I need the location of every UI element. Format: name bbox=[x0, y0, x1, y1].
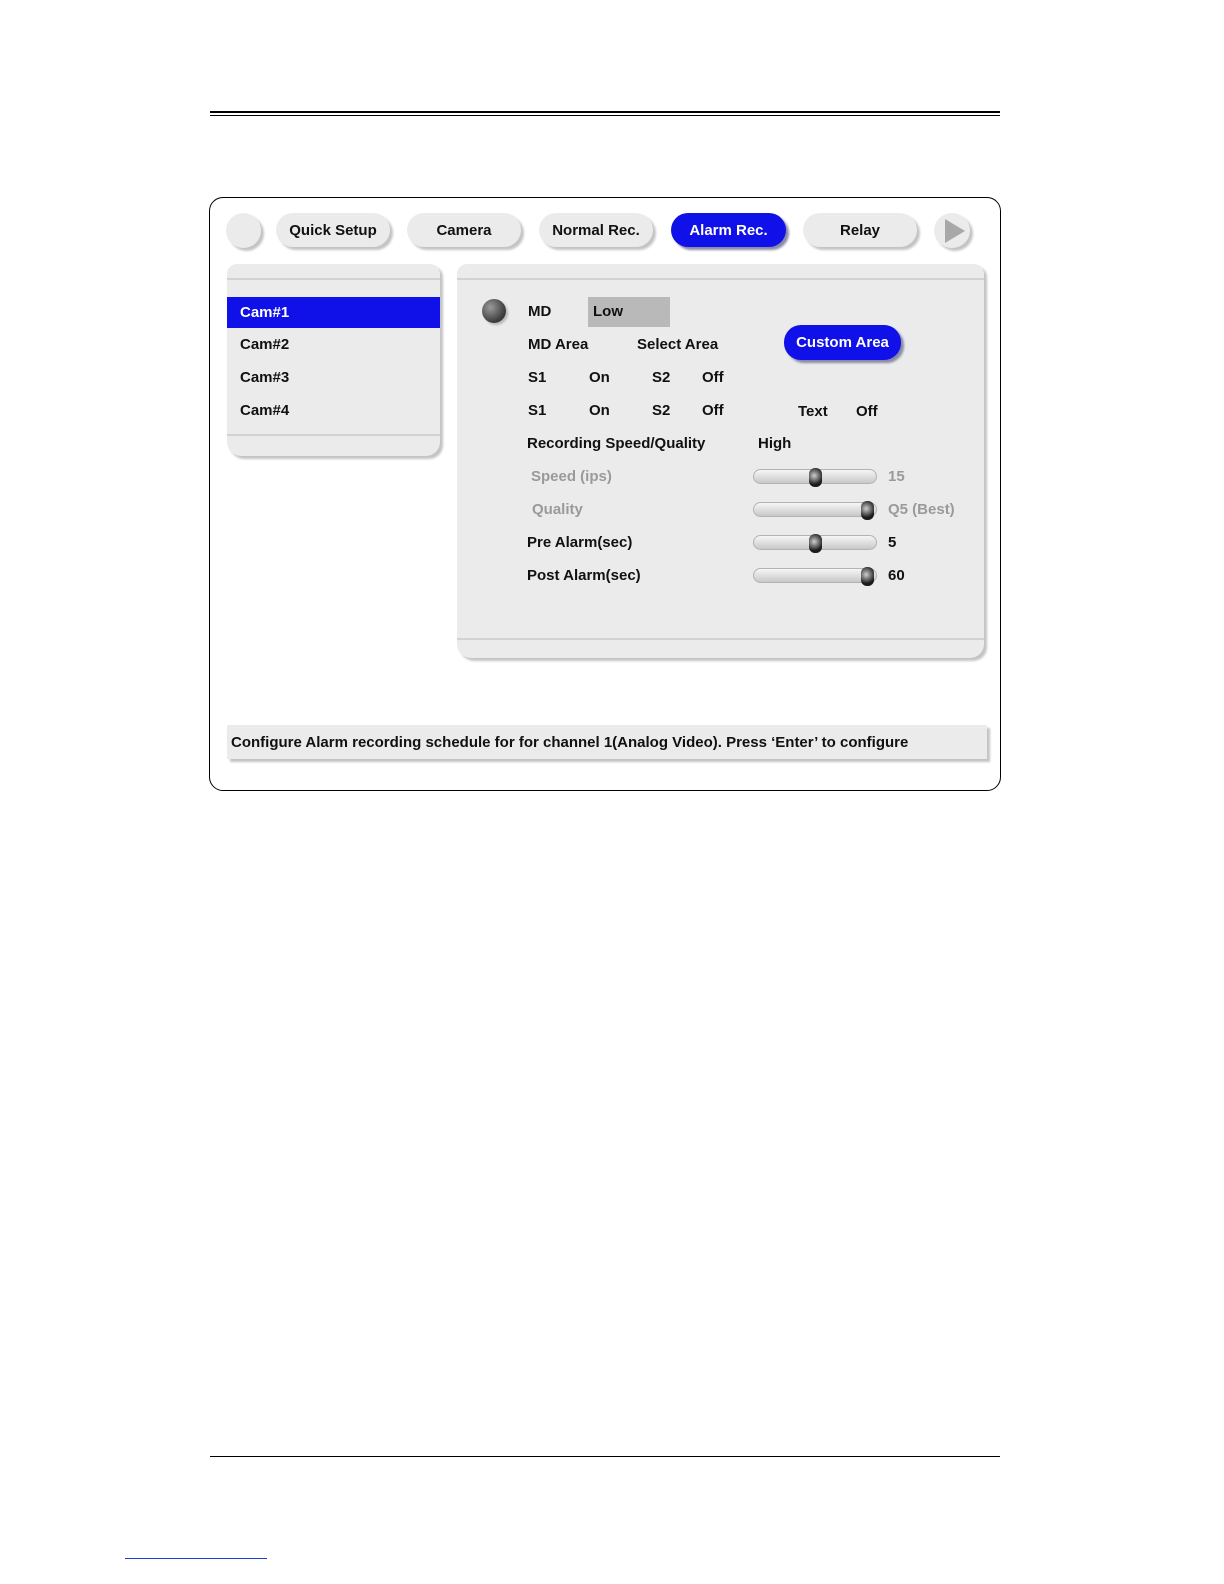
footer-rule bbox=[210, 1456, 1000, 1457]
slider-knob[interactable] bbox=[809, 534, 822, 553]
tab-quick-setup[interactable]: Quick Setup bbox=[276, 213, 390, 247]
sensor1-label: S1 bbox=[528, 369, 547, 386]
quality-slider[interactable] bbox=[753, 502, 877, 517]
camera-item-3[interactable]: Cam#3 bbox=[240, 369, 290, 386]
panel-divider bbox=[457, 278, 984, 280]
play-arrow-icon bbox=[945, 219, 965, 243]
slider-knob[interactable] bbox=[861, 567, 874, 586]
camera-item-4[interactable]: Cam#4 bbox=[240, 402, 290, 419]
post-alarm-value: 60 bbox=[888, 567, 905, 584]
pre-alarm-label: Pre Alarm(sec) bbox=[527, 534, 633, 551]
sensor2-value[interactable]: Off bbox=[702, 402, 724, 419]
status-help-bar bbox=[227, 725, 987, 759]
tab-alarm-rec[interactable]: Alarm Rec. bbox=[671, 213, 786, 247]
header-rule bbox=[210, 111, 1000, 113]
radio-indicator-icon[interactable] bbox=[482, 299, 506, 323]
pre-alarm-slider[interactable] bbox=[753, 535, 877, 550]
sensor2-value[interactable]: Off bbox=[702, 369, 724, 386]
sensor2-label: S2 bbox=[652, 402, 671, 419]
tab-relay[interactable]: Relay bbox=[803, 213, 917, 247]
pre-alarm-value: 5 bbox=[888, 534, 897, 551]
md-sensitivity-value: Low bbox=[593, 303, 623, 320]
sensor1-value[interactable]: On bbox=[589, 369, 610, 386]
status-help-text: Configure Alarm recording schedule for for channel 1(Analog Video). Press ‘Enter’ to configure bbox=[231, 733, 909, 751]
camera-item-1[interactable]: Cam#1 bbox=[227, 297, 440, 328]
camera-item-2[interactable]: Cam#2 bbox=[240, 336, 290, 353]
recording-speed-quality-value[interactable]: High bbox=[758, 435, 792, 452]
sensor2-label: S2 bbox=[652, 369, 671, 386]
slider-knob[interactable] bbox=[861, 501, 874, 520]
speed-label: Speed (ips) bbox=[531, 468, 612, 485]
post-alarm-slider[interactable] bbox=[753, 568, 877, 583]
next-tab-button[interactable] bbox=[934, 213, 970, 248]
md-label: MD bbox=[528, 303, 552, 320]
speed-value: 15 bbox=[888, 468, 905, 485]
md-area-label: MD Area bbox=[528, 336, 589, 353]
alarm-settings-panel bbox=[457, 264, 984, 658]
panel-divider bbox=[227, 278, 440, 280]
tab-camera[interactable]: Camera bbox=[407, 213, 521, 247]
custom-area-button[interactable]: Custom Area bbox=[784, 325, 901, 360]
post-alarm-label: Post Alarm(sec) bbox=[527, 567, 641, 584]
quality-value: Q5 (Best) bbox=[888, 501, 955, 518]
sensor1-value[interactable]: On bbox=[589, 402, 610, 419]
speed-slider[interactable] bbox=[753, 469, 877, 484]
panel-divider bbox=[227, 434, 440, 436]
tab-blank-round[interactable] bbox=[226, 213, 261, 248]
text-value[interactable]: Off bbox=[856, 403, 878, 420]
panel-divider bbox=[457, 638, 984, 640]
slider-knob[interactable] bbox=[809, 468, 822, 487]
quality-label: Quality bbox=[532, 501, 583, 518]
footer-link-underline[interactable] bbox=[125, 1558, 267, 1559]
md-area-select[interactable]: Select Area bbox=[637, 336, 719, 353]
tab-normal-rec[interactable]: Normal Rec. bbox=[539, 213, 653, 247]
sensor1-label: S1 bbox=[528, 402, 547, 419]
camera-list-panel bbox=[227, 264, 440, 456]
header-rule-thin bbox=[210, 115, 1000, 116]
recording-speed-quality-label: Recording Speed/Quality bbox=[527, 435, 706, 452]
text-label: Text bbox=[798, 403, 828, 420]
